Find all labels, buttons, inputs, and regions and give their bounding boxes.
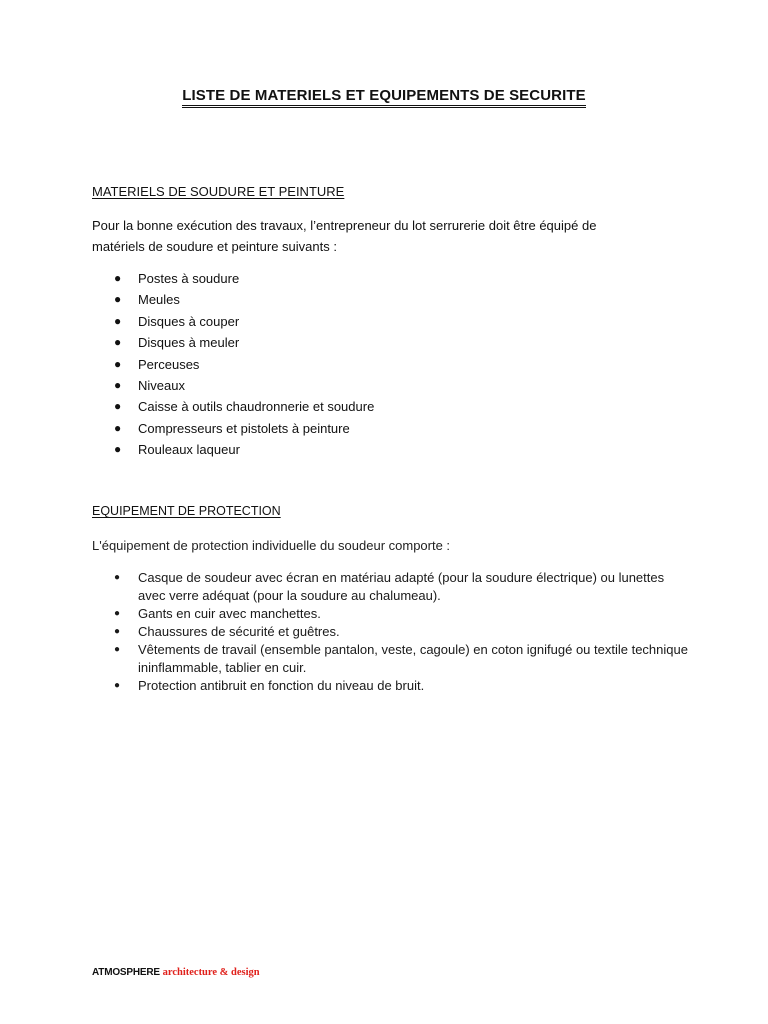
list-item: ● Chaussures de sécurité et guêtres. [114, 624, 340, 639]
bullet-icon: ● [114, 420, 122, 435]
bullet-icon: ● [114, 626, 121, 637]
intro-line-1: Pour la bonne exécution des travaux, l’entrepreneur du lot serrurerie doit être équipé de [92, 218, 597, 233]
document-title-text: LISTE DE MATERIELS ET EQUIPEMENTS DE SECURITE [182, 87, 585, 108]
section-intro-protection: L'équipement de protection individuelle du soudeur comporte : [92, 538, 451, 553]
list-item: ● Disques à meuler [92, 332, 652, 353]
bullet-icon: ● [114, 292, 122, 307]
list-item: ● Caisse à outils chaudronnerie et soudure [92, 396, 652, 417]
protection-list [92, 569, 692, 695]
bullet-icon: ● [114, 356, 122, 371]
bullet-icon: ● [114, 572, 121, 583]
document-title [0, 87, 768, 104]
list-item: ● Protection antibruit en fonction du niveau de bruit. [114, 678, 425, 693]
list-item: ● Meules [92, 289, 652, 310]
bullet-icon: ● [114, 399, 122, 414]
section-heading-welding-painting: MATERIELS DE SOUDURE ET PEINTURE [92, 184, 345, 199]
list-item: ● Casque de soudeur avec écran en matériau adapté (pour la soudure électrique) ou lunettes avec verre adéquat (pour la soudure au chalumeau). [114, 570, 665, 603]
list-item: ● Compresseurs et pistolets à peinture [92, 418, 652, 439]
list-item: ● Vêtements de travail (ensemble pantalon, veste, cagoule) en coton ignifugé ou textile technique ininflammable, tablier en cuir. [114, 642, 688, 675]
bullet-icon: ● [114, 680, 121, 691]
list-item: ● Postes à soudure [92, 268, 652, 289]
section-heading-protection: EQUIPEMENT DE PROTECTION [92, 504, 281, 518]
bullet-icon: ● [114, 442, 122, 457]
bullet-icon: ● [114, 377, 122, 392]
bullet-icon: ● [114, 271, 122, 285]
bullet-icon: ● [114, 335, 122, 350]
page-footer [92, 967, 260, 978]
list-item: ● Gants en cuir avec manchettes. [114, 606, 321, 621]
bullet-icon: ● [114, 313, 122, 328]
bullet-icon: ● [114, 608, 121, 619]
list-item: ● Niveaux [92, 375, 652, 396]
list-item: ● Perceuses [92, 354, 652, 375]
footer-tagline: architecture & design [162, 967, 260, 978]
footer-brand: ATMOSPHERE [92, 967, 160, 978]
bullet-icon: ● [114, 644, 121, 655]
list-item: ● Disques à couper [92, 311, 652, 332]
intro-line-2: matériels de soudure et peinture suivants : [92, 239, 337, 254]
section-intro-welding-painting [92, 215, 692, 257]
equipment-list [92, 268, 652, 461]
list-item: ● Rouleaux laqueur [92, 439, 652, 460]
